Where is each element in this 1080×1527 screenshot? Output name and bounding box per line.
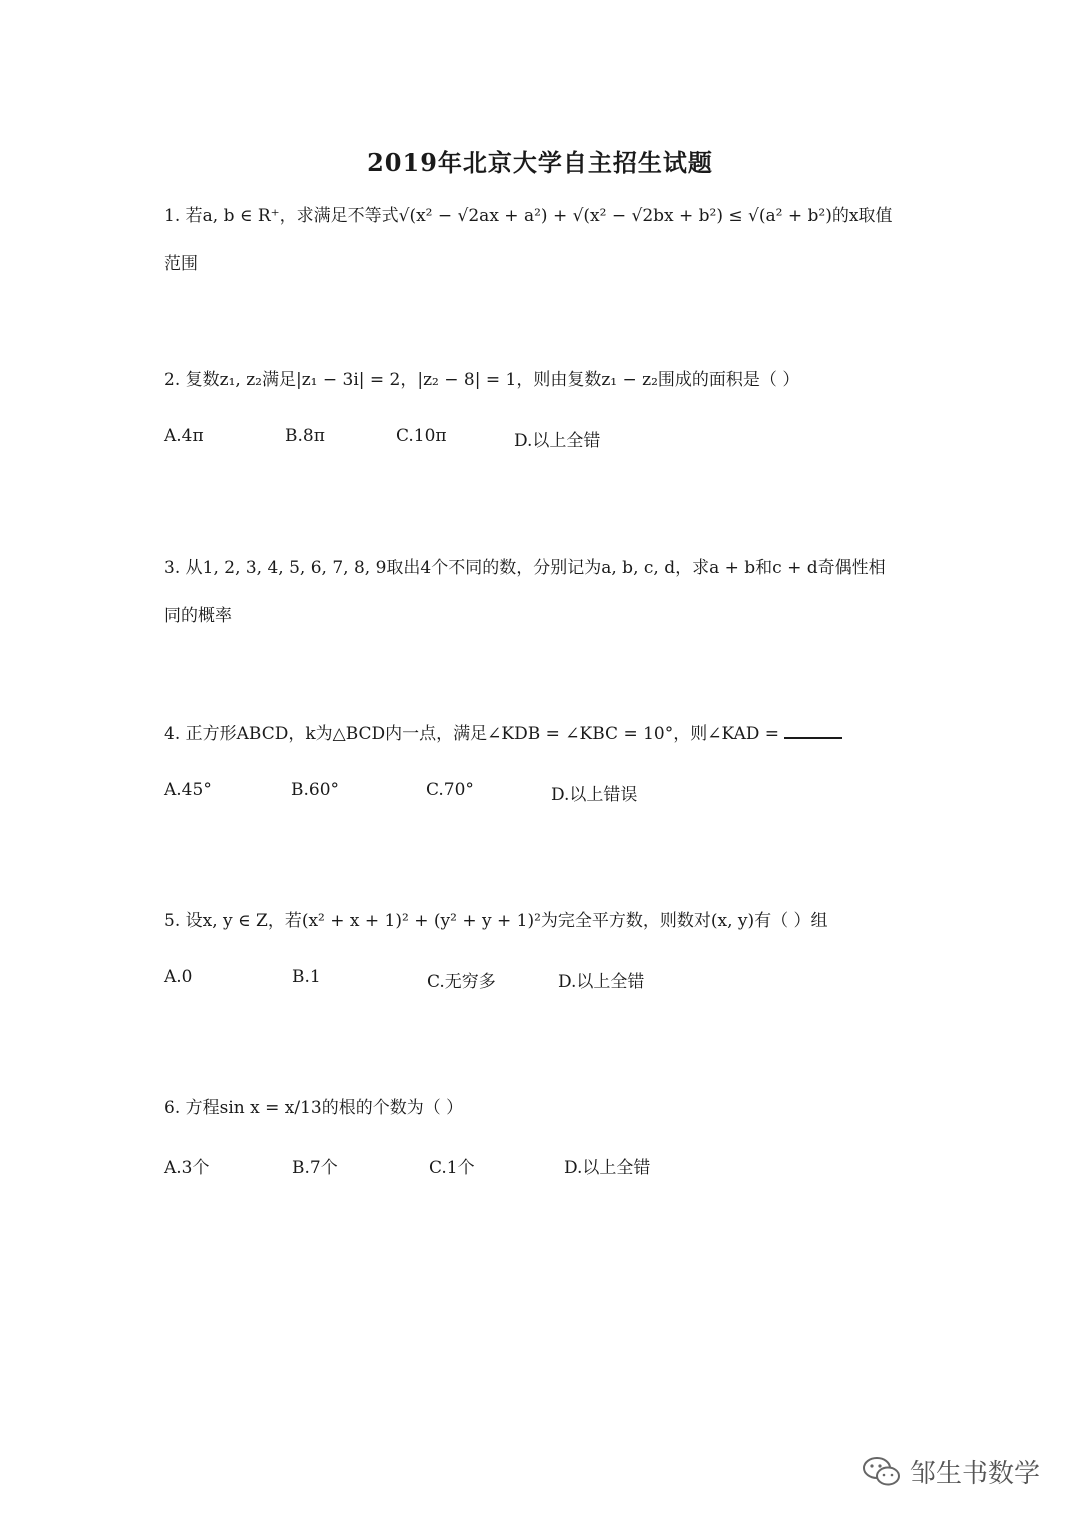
option-d: D.以上错误 <box>551 785 638 805</box>
option-a: A.3个 <box>164 1158 210 1178</box>
question-3-text-cont: 同的概率 <box>164 606 232 626</box>
option-c: C.10π <box>396 426 447 446</box>
question-6 <box>164 1084 463 1132</box>
option-c: C.1个 <box>429 1158 475 1178</box>
question-1-text-cont: 范围 <box>164 254 198 274</box>
option-b: B.8π <box>285 426 325 446</box>
option-b: B.1 <box>292 967 321 987</box>
question-3-text: 3. 从1, 2, 3, 4, 5, 6, 7, 8, 9取出4个不同的数，分别记为a, b, c, d，求a + b和c + d奇偶性相 <box>164 558 886 578</box>
question-2-options <box>164 426 864 450</box>
watermark <box>862 1453 1040 1490</box>
option-c: C.70° <box>426 780 474 800</box>
answer-blank <box>784 721 842 739</box>
question-6-text: 6. 方程sin x = x/13的根的个数为（ ） <box>164 1098 464 1118</box>
question-5-text: 5. 设x, y ∈ Z，若(x² + x + 1)² + (y² + y + 1)²为完全平方数，则数对(x, y)有（ ）组 <box>164 911 828 931</box>
option-d: D.以上全错 <box>558 972 645 992</box>
option-a: A.4π <box>164 426 204 446</box>
question-2 <box>164 356 799 404</box>
question-1-text: 1. 若a, b ∈ R⁺，求满足不等式√(x² − √2ax + a²) + √(x² − √2bx + b²) ≤ √(a² + b²)的x取值 <box>164 206 893 226</box>
option-a: A.0 <box>164 967 193 987</box>
question-6-options <box>164 1153 864 1177</box>
question-1 <box>164 192 892 288</box>
question-4 <box>164 710 842 758</box>
question-4-options <box>164 780 864 804</box>
option-d: D.以上全错 <box>564 1158 651 1178</box>
wechat-icon <box>862 1455 902 1489</box>
option-b: B.7个 <box>292 1158 338 1178</box>
question-4-text: 4. 正方形ABCD，k为△BCD内一点，满足∠KDB = ∠KBC = 10°，则∠KAD = <box>164 724 780 744</box>
page-title: 2019年北京大学自主招生试题 <box>367 148 713 177</box>
question-5 <box>164 897 828 945</box>
option-a: A.45° <box>164 780 212 800</box>
option-b: B.60° <box>291 780 340 800</box>
watermark-text: 邹生书数学 <box>910 1459 1041 1489</box>
question-5-options <box>164 967 864 991</box>
option-d: D.以上全错 <box>514 431 601 451</box>
question-2-text: 2. 复数z₁, z₂满足|z₁ − 3i| = 2，|z₂ − 8| = 1，则由复数z₁ − z₂围成的面积是（ ） <box>164 370 800 390</box>
option-c: C.无穷多 <box>427 972 496 992</box>
question-3 <box>164 544 886 640</box>
